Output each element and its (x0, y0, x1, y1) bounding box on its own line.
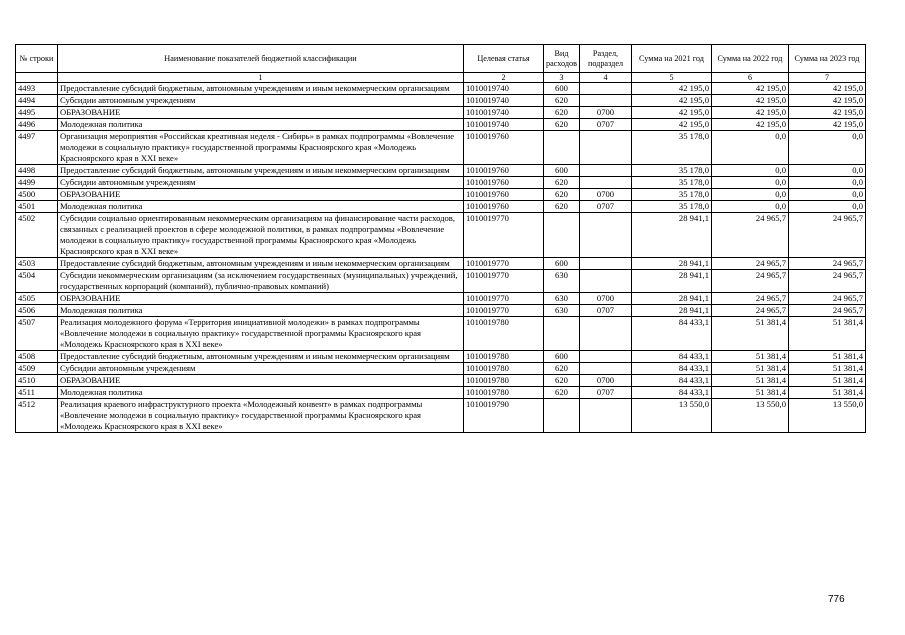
table-row (16, 399, 866, 433)
row-sum-2021: 84 433,1 (632, 363, 712, 375)
row-sum-2021: 35 178,0 (632, 189, 712, 201)
header-name: Наименование показателей бюджетной классификации (58, 45, 464, 73)
row-number: 4494 (16, 95, 58, 107)
table-row (16, 107, 866, 119)
row-expense-type: 600 (544, 351, 580, 363)
row-target-code: 1010019770 (464, 305, 544, 317)
row-sum-2021: 35 178,0 (632, 165, 712, 177)
table-row (16, 293, 866, 305)
row-sum-2023: 24 965,7 (789, 258, 866, 270)
row-section (580, 95, 632, 107)
row-sum-2023: 24 965,7 (789, 293, 866, 305)
row-sum-2022: 24 965,7 (712, 213, 789, 258)
row-sum-2022: 51 381,4 (712, 387, 789, 399)
row-sum-2023: 0,0 (789, 201, 866, 213)
row-sum-2021: 84 433,1 (632, 375, 712, 387)
row-target-code: 1010019780 (464, 375, 544, 387)
column-number: 4 (580, 73, 632, 83)
row-sum-2022: 0,0 (712, 131, 789, 165)
table-row (16, 305, 866, 317)
table-row (16, 83, 866, 95)
row-section (580, 83, 632, 95)
budget-table (15, 44, 866, 433)
row-name: Организация мероприятия «Российская креативная неделя - Сибирь» в рамках подпрограммы «Вовлечение молодежи в социальную практику» государственной программы Красноярского края «Молодежь Красноярского края в XXI веке» (58, 131, 464, 165)
row-section: 0700 (580, 107, 632, 119)
row-name: Субсидии автономным учреждениям (58, 95, 464, 107)
row-section: 0700 (580, 293, 632, 305)
row-number: 4505 (16, 293, 58, 305)
row-expense-type: 620 (544, 363, 580, 375)
row-expense-type: 620 (544, 95, 580, 107)
table-row (16, 131, 866, 165)
header-num: № строки (16, 45, 58, 73)
row-target-code: 1010019790 (464, 399, 544, 433)
row-name: Предоставление субсидий бюджетным, автономным учреждениям и иным некоммерческим организациям (58, 258, 464, 270)
row-name: ОБРАЗОВАНИЕ (58, 375, 464, 387)
row-expense-type (544, 317, 580, 351)
row-target-code: 1010019780 (464, 387, 544, 399)
row-sum-2023: 0,0 (789, 165, 866, 177)
row-sum-2023: 13 550,0 (789, 399, 866, 433)
row-section (580, 317, 632, 351)
table-body (16, 83, 866, 433)
row-expense-type: 620 (544, 375, 580, 387)
row-sum-2023: 24 965,7 (789, 270, 866, 293)
table-row (16, 177, 866, 189)
row-section (580, 351, 632, 363)
table-row (16, 363, 866, 375)
row-name: Молодежная политика (58, 119, 464, 131)
row-sum-2023: 42 195,0 (789, 83, 866, 95)
row-sum-2021: 42 195,0 (632, 119, 712, 131)
row-expense-type (544, 399, 580, 433)
row-target-code: 1010019780 (464, 317, 544, 351)
row-sum-2021: 28 941,1 (632, 258, 712, 270)
row-section (580, 270, 632, 293)
row-section: 0700 (580, 375, 632, 387)
row-name: Молодежная политика (58, 201, 464, 213)
row-expense-type: 630 (544, 305, 580, 317)
row-sum-2022: 51 381,4 (712, 317, 789, 351)
row-name: ОБРАЗОВАНИЕ (58, 107, 464, 119)
row-section (580, 258, 632, 270)
row-name: Субсидии автономным учреждениям (58, 177, 464, 189)
row-sum-2022: 0,0 (712, 165, 789, 177)
row-expense-type: 620 (544, 119, 580, 131)
row-name: Молодежная политика (58, 305, 464, 317)
row-sum-2021: 84 433,1 (632, 317, 712, 351)
row-sum-2022: 51 381,4 (712, 351, 789, 363)
column-number (16, 73, 58, 83)
row-sum-2021: 35 178,0 (632, 177, 712, 189)
row-number: 4496 (16, 119, 58, 131)
column-number-row (16, 73, 866, 83)
row-sum-2022: 42 195,0 (712, 95, 789, 107)
row-sum-2022: 24 965,7 (712, 293, 789, 305)
page-number: 776 (828, 594, 845, 605)
row-number: 4509 (16, 363, 58, 375)
row-section: 0707 (580, 201, 632, 213)
row-number: 4503 (16, 258, 58, 270)
row-target-code: 1010019780 (464, 363, 544, 375)
header-razdel: Раздел, подраздел (580, 45, 632, 73)
row-number: 4498 (16, 165, 58, 177)
row-sum-2021: 28 941,1 (632, 213, 712, 258)
table-header-row (16, 45, 866, 73)
row-expense-type: 620 (544, 387, 580, 399)
table-row (16, 258, 866, 270)
row-sum-2023: 51 381,4 (789, 351, 866, 363)
row-sum-2022: 42 195,0 (712, 83, 789, 95)
table-row (16, 201, 866, 213)
row-expense-type: 630 (544, 293, 580, 305)
header-sum-2023: Сумма на 2023 год (789, 45, 866, 73)
row-number: 4495 (16, 107, 58, 119)
row-expense-type (544, 213, 580, 258)
row-target-code: 1010019740 (464, 107, 544, 119)
header-code: Целевая статья (464, 45, 544, 73)
column-number: 3 (544, 73, 580, 83)
row-name: ОБРАЗОВАНИЕ (58, 189, 464, 201)
column-number: 2 (464, 73, 544, 83)
row-sum-2021: 35 178,0 (632, 201, 712, 213)
row-target-code: 1010019770 (464, 270, 544, 293)
row-sum-2023: 51 381,4 (789, 363, 866, 375)
row-number: 4507 (16, 317, 58, 351)
row-sum-2022: 24 965,7 (712, 258, 789, 270)
row-target-code: 1010019780 (464, 351, 544, 363)
row-sum-2023: 51 381,4 (789, 375, 866, 387)
table-row (16, 317, 866, 351)
row-number: 4504 (16, 270, 58, 293)
column-number: 1 (58, 73, 464, 83)
row-target-code: 1010019770 (464, 258, 544, 270)
row-sum-2021: 13 550,0 (632, 399, 712, 433)
row-sum-2023: 24 965,7 (789, 305, 866, 317)
row-sum-2023: 0,0 (789, 189, 866, 201)
row-name: Реализация краевого инфраструктурного проекта «Молодежный конвент» в рамках подпрограммы «Вовлечение молодежи в социальную практику» государственной программы Красноярского края «Молодежь Красноярского края в XXI веке» (58, 399, 464, 433)
row-sum-2021: 28 941,1 (632, 305, 712, 317)
row-sum-2021: 35 178,0 (632, 131, 712, 165)
header-sum-2022: Сумма на 2022 год (712, 45, 789, 73)
row-sum-2023: 42 195,0 (789, 95, 866, 107)
row-target-code: 1010019740 (464, 119, 544, 131)
row-name: Субсидии некоммерческим организациям (за исключением государственных (муниципальных) учреждений, государственных корпораций (компаний), публично-правовых компаний) (58, 270, 464, 293)
row-sum-2022: 0,0 (712, 201, 789, 213)
row-section (580, 165, 632, 177)
row-section (580, 177, 632, 189)
row-sum-2021: 42 195,0 (632, 95, 712, 107)
row-sum-2022: 13 550,0 (712, 399, 789, 433)
row-target-code: 1010019740 (464, 95, 544, 107)
row-target-code: 1010019770 (464, 293, 544, 305)
row-number: 4499 (16, 177, 58, 189)
row-name: Предоставление субсидий бюджетным, автономным учреждениям и иным некоммерческим организациям (58, 83, 464, 95)
row-sum-2021: 28 941,1 (632, 293, 712, 305)
row-expense-type (544, 131, 580, 165)
row-sum-2022: 42 195,0 (712, 107, 789, 119)
row-expense-type: 600 (544, 258, 580, 270)
row-expense-type: 600 (544, 165, 580, 177)
table-row (16, 95, 866, 107)
row-name: Предоставление субсидий бюджетным, автономным учреждениям и иным некоммерческим организациям (58, 165, 464, 177)
row-name: Субсидии автономным учреждениям (58, 363, 464, 375)
row-number: 4500 (16, 189, 58, 201)
table-row (16, 119, 866, 131)
row-sum-2022: 42 195,0 (712, 119, 789, 131)
row-sum-2022: 51 381,4 (712, 375, 789, 387)
row-sum-2022: 24 965,7 (712, 270, 789, 293)
column-number: 5 (632, 73, 712, 83)
row-sum-2021: 42 195,0 (632, 83, 712, 95)
row-sum-2021: 84 433,1 (632, 351, 712, 363)
row-number: 4497 (16, 131, 58, 165)
row-sum-2023: 24 965,7 (789, 213, 866, 258)
row-sum-2021: 28 941,1 (632, 270, 712, 293)
row-sum-2021: 84 433,1 (632, 387, 712, 399)
row-sum-2022: 51 381,4 (712, 363, 789, 375)
row-name: Молодежная политика (58, 387, 464, 399)
row-sum-2022: 24 965,7 (712, 305, 789, 317)
row-sum-2023: 51 381,4 (789, 387, 866, 399)
row-target-code: 1010019760 (464, 189, 544, 201)
row-number: 4511 (16, 387, 58, 399)
table-row (16, 270, 866, 293)
row-target-code: 1010019760 (464, 131, 544, 165)
table-row (16, 165, 866, 177)
row-section (580, 213, 632, 258)
row-section: 0707 (580, 387, 632, 399)
row-sum-2023: 0,0 (789, 177, 866, 189)
row-expense-type: 620 (544, 107, 580, 119)
row-sum-2022: 0,0 (712, 189, 789, 201)
row-number: 4501 (16, 201, 58, 213)
row-section: 0700 (580, 189, 632, 201)
row-expense-type: 620 (544, 201, 580, 213)
row-section: 0707 (580, 119, 632, 131)
row-sum-2023: 0,0 (789, 131, 866, 165)
row-sum-2022: 0,0 (712, 177, 789, 189)
row-expense-type: 600 (544, 83, 580, 95)
row-name: Предоставление субсидий бюджетным, автономным учреждениям и иным некоммерческим организациям (58, 351, 464, 363)
row-section (580, 399, 632, 433)
header-vid: Вид расходов (544, 45, 580, 73)
column-number: 7 (789, 73, 866, 83)
row-number: 4510 (16, 375, 58, 387)
column-number: 6 (712, 73, 789, 83)
row-target-code: 1010019760 (464, 165, 544, 177)
row-number: 4512 (16, 399, 58, 433)
table-row (16, 213, 866, 258)
table-row (16, 189, 866, 201)
row-expense-type: 620 (544, 189, 580, 201)
row-number: 4506 (16, 305, 58, 317)
row-name: Реализация молодежного форума «Территория инициативной молодежи» в рамках подпрограммы «Вовлечение молодежи в социальную практику» государственной программы Красноярского края «Молодежь Красноярского края в XXI веке» (58, 317, 464, 351)
table-row (16, 375, 866, 387)
table-row (16, 387, 866, 399)
row-target-code: 1010019760 (464, 201, 544, 213)
row-target-code: 1010019760 (464, 177, 544, 189)
row-name: ОБРАЗОВАНИЕ (58, 293, 464, 305)
row-target-code: 1010019770 (464, 213, 544, 258)
table-row (16, 351, 866, 363)
row-expense-type: 630 (544, 270, 580, 293)
row-sum-2023: 42 195,0 (789, 119, 866, 131)
header-sum-2021: Сумма на 2021 год (632, 45, 712, 73)
row-target-code: 1010019740 (464, 83, 544, 95)
row-section: 0707 (580, 305, 632, 317)
row-number: 4502 (16, 213, 58, 258)
row-sum-2021: 42 195,0 (632, 107, 712, 119)
row-sum-2023: 51 381,4 (789, 317, 866, 351)
row-number: 4508 (16, 351, 58, 363)
row-sum-2023: 42 195,0 (789, 107, 866, 119)
row-expense-type: 620 (544, 177, 580, 189)
row-section (580, 363, 632, 375)
row-section (580, 131, 632, 165)
row-name: Субсидии социально ориентированным некоммерческим организациям на финансирование части расходов, связанных с реализацией проектов в сфере молодежной политики, в рамках подпрограммы «Вовлечение молодежи в социальную практику» государственной программы Красноярского края «Молодежь Красноярского края в XXI веке» (58, 213, 464, 258)
row-number: 4493 (16, 83, 58, 95)
